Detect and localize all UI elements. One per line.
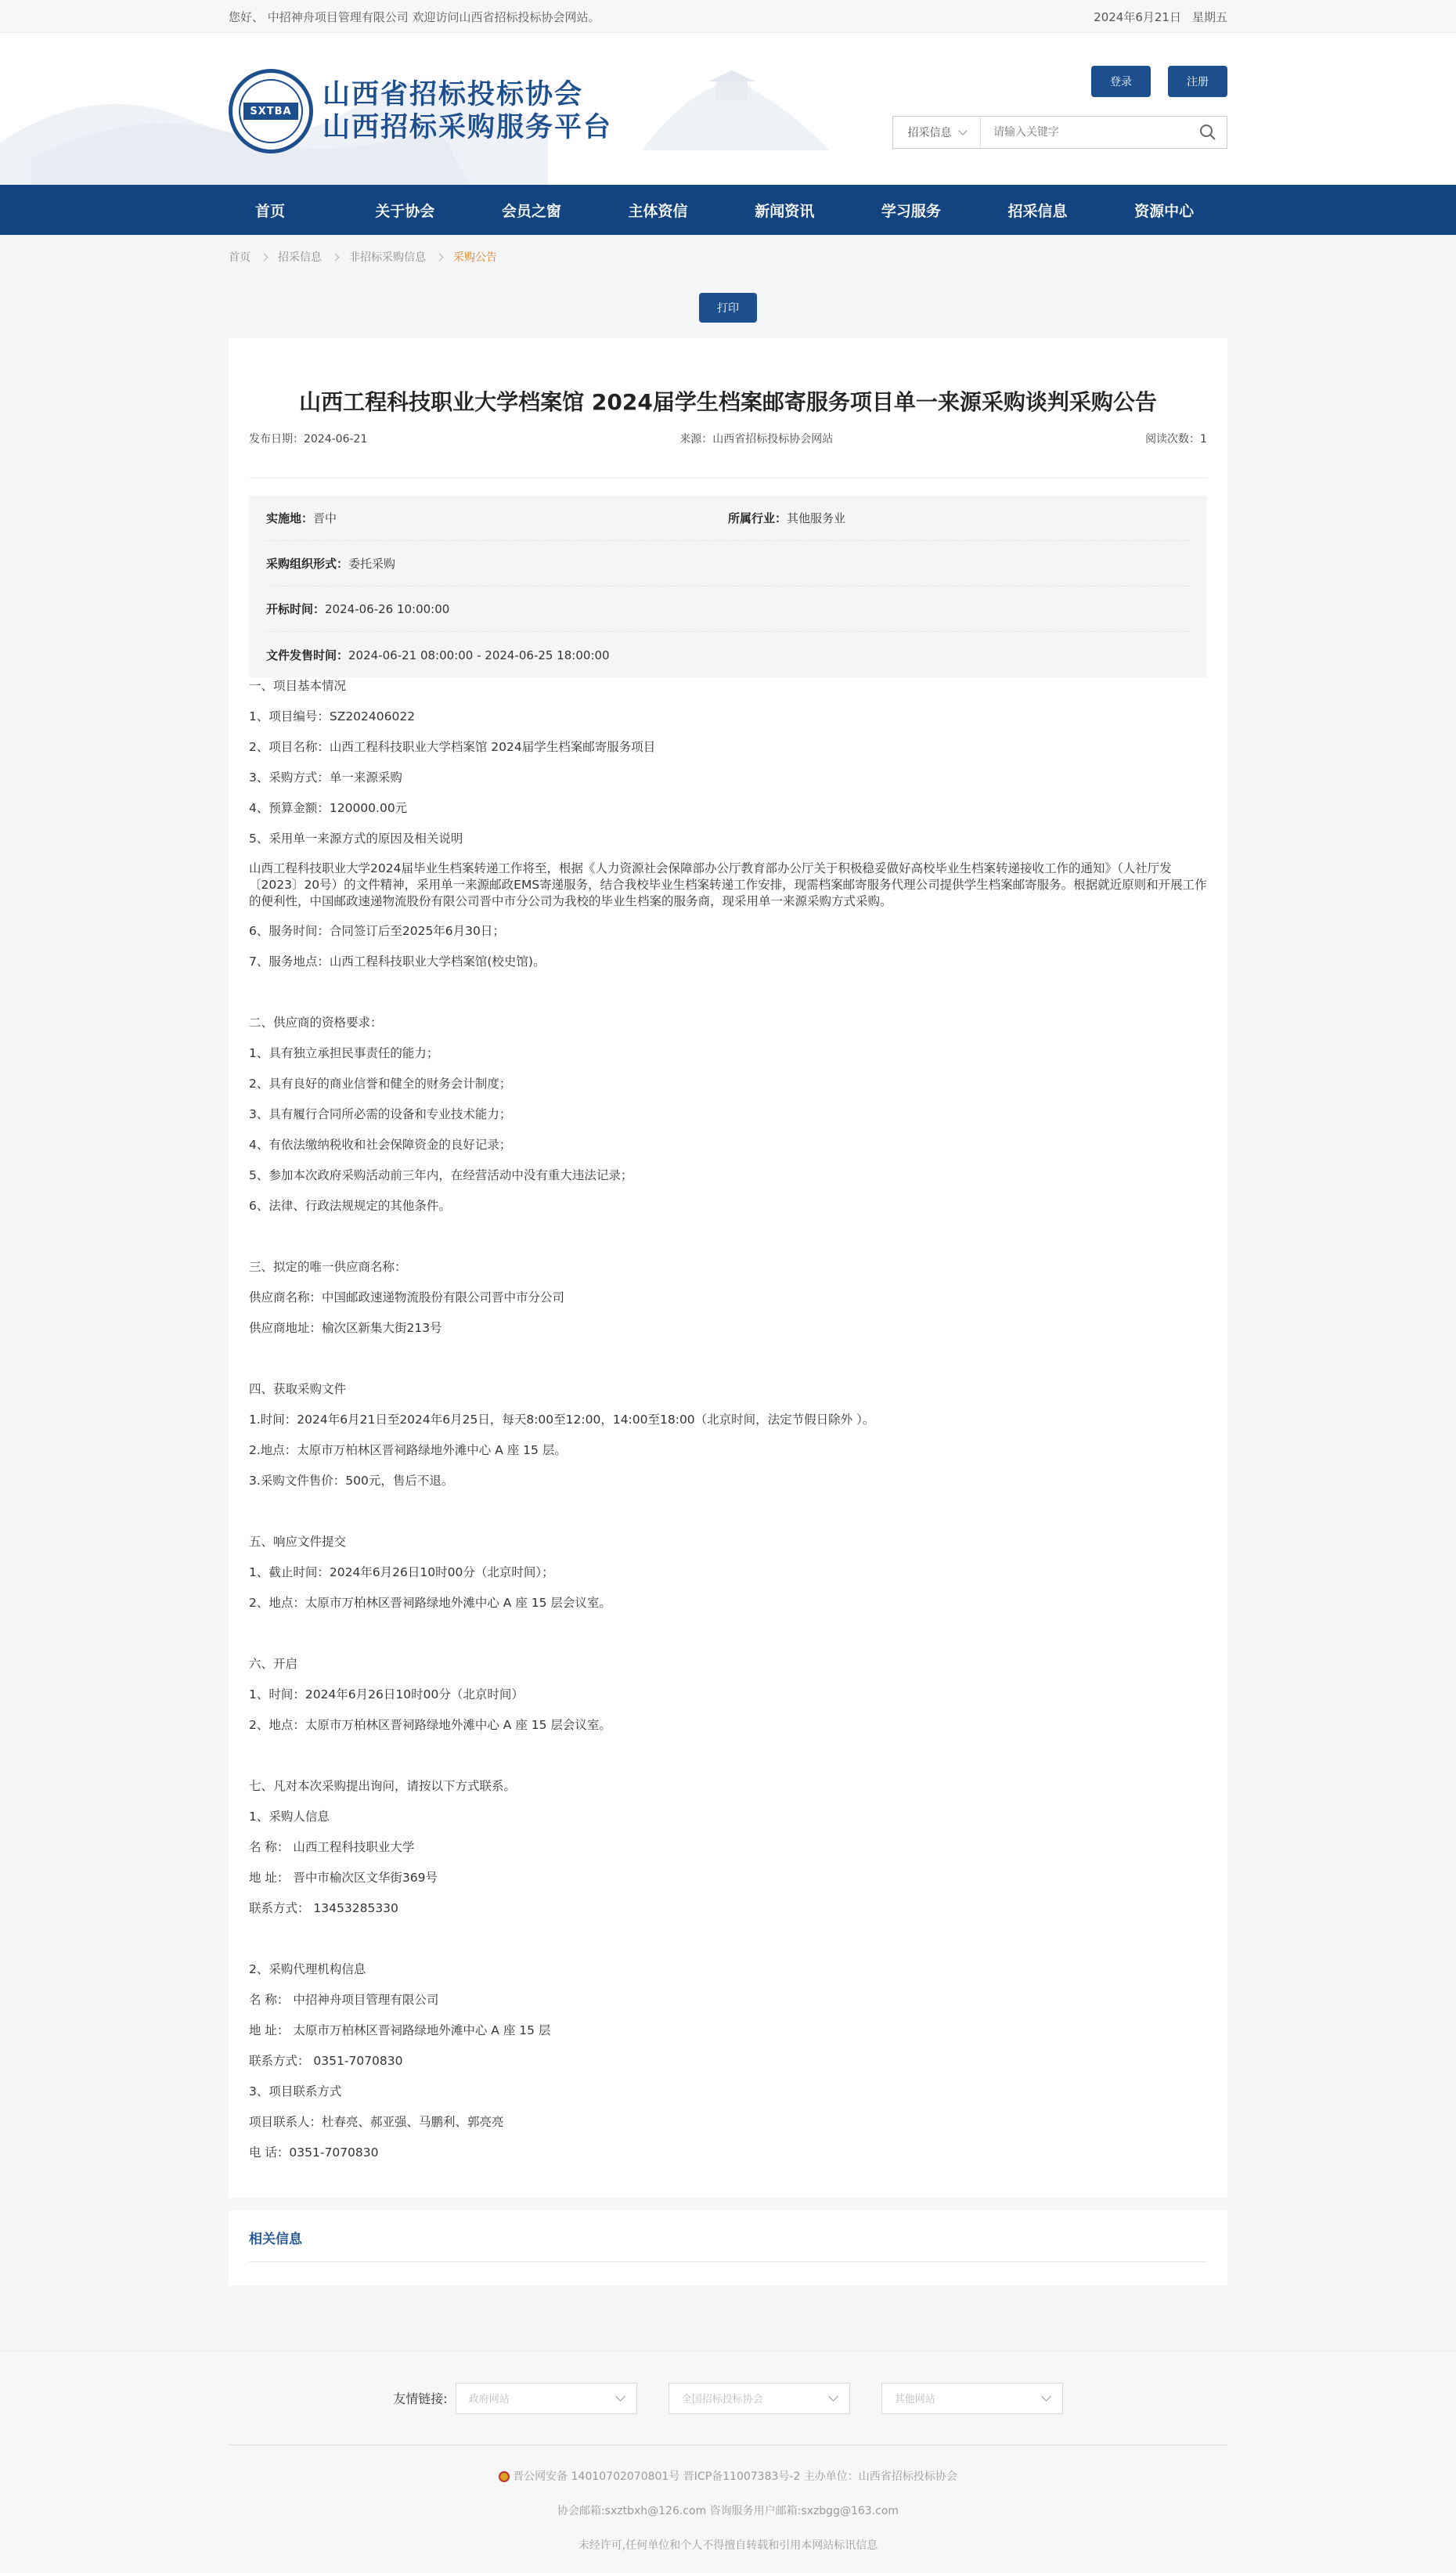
nav-item-resources[interactable]: 资源中心 bbox=[1134, 202, 1195, 220]
article-body bbox=[249, 677, 1207, 2174]
view-count: 阅读次数：1 bbox=[1145, 433, 1207, 446]
body-paragraph: 2、具有良好的商业信誉和健全的财务会计制度； bbox=[249, 1077, 512, 1091]
body-paragraph: 联系方式： 0351-7070830 bbox=[249, 2054, 403, 2068]
national-associations-select[interactable]: 全国招标投标协会 bbox=[669, 2383, 850, 2414]
body-paragraph: 2.地点：太原市万柏林区晋祠路绿地外滩中心 A 座 15 层。 bbox=[249, 1443, 567, 1457]
body-paragraph: 名 称： 山西工程科技职业大学 bbox=[249, 1840, 415, 1854]
site-logo[interactable] bbox=[229, 69, 612, 153]
body-paragraph: 山西工程科技职业大学2024届毕业生档案转递工作将至，根据《人力资源社会保障部办公厅教育部办公厅关于积极稳妥做好高校毕业生档案转递接收工作的通知》（人社厅发〔2023〕20号）的文件精神，采用单一来源邮政EMS寄递服务，结合我校毕业生档案转递工作安排，现需档案邮寄服务代理公司提供学生档案邮寄服务。根据就近原则和开展工作的便利性，中国邮政速递物流股份有限公司晋中市分公司为我校的毕业生档案的服务商，现采用单一来源采购方式采购。 bbox=[249, 861, 1207, 908]
body-paragraph: 2、地点：太原市万柏林区晋祠路绿地外滩中心 A 座 15 层会议室。 bbox=[249, 1718, 611, 1732]
related-info-section bbox=[229, 2210, 1227, 2286]
body-paragraph: 2、采购代理机构信息 bbox=[249, 1962, 366, 1976]
blank-line bbox=[249, 1930, 1207, 1961]
police-badge-icon bbox=[499, 2471, 510, 2482]
body-paragraph: 电 话：0351-7070830 bbox=[249, 2145, 379, 2160]
body-paragraph: 7、服务地点：山西工程科技职业大学档案馆(校史馆)。 bbox=[249, 955, 546, 969]
body-paragraph: 5、参加本次政府采购活动前三年内，在经营活动中没有重大违法记录； bbox=[249, 1168, 633, 1182]
article-title: 山西工程科技职业大学档案馆 2024届学生档案邮寄服务项目单一来源采购谈判采购公告 bbox=[299, 389, 1157, 415]
publish-date: 发布日期：2024-06-21 bbox=[249, 433, 368, 446]
body-paragraph: 联系方式： 13453285330 bbox=[249, 1901, 398, 1915]
blank-line bbox=[249, 1350, 1207, 1380]
body-paragraph: 1、采购人信息 bbox=[249, 1810, 330, 1824]
logo-abbreviation: SXTBA bbox=[243, 103, 298, 120]
body-paragraph: 2、地点：太原市万柏林区晋祠路绿地外滩中心 A 座 15 层会议室。 bbox=[249, 1596, 611, 1610]
body-paragraph: 6、服务时间：合同签订后至2025年6月30日； bbox=[249, 924, 505, 938]
blank-line bbox=[249, 1747, 1207, 1777]
breadcrumb-current: 采购公告 bbox=[453, 251, 497, 264]
top-bar bbox=[0, 0, 1456, 33]
related-info-title: 相关信息 bbox=[249, 2228, 1207, 2262]
body-paragraph: 1、项目编号：SZ202406022 bbox=[249, 709, 416, 724]
breadcrumb-tenders[interactable]: 招采信息 bbox=[278, 251, 322, 264]
body-paragraph: 1、具有独立承担民事责任的能力； bbox=[249, 1046, 439, 1060]
chevron-down-icon bbox=[958, 126, 967, 135]
body-paragraph: 3、项目联系方式 bbox=[249, 2084, 342, 2098]
body-paragraph: 地 址： 晋中市榆次区文华街369号 bbox=[249, 1871, 438, 1885]
search-input[interactable] bbox=[981, 126, 1189, 139]
blank-line bbox=[249, 983, 1207, 1014]
procurement-org-field: 采购组织形式：委托采购 bbox=[266, 557, 396, 571]
body-paragraph: 六、开启 bbox=[249, 1657, 298, 1671]
friend-links-label: 友情链接: bbox=[393, 2391, 448, 2406]
breadcrumb-non-tender[interactable]: 非招标采购信息 bbox=[349, 251, 426, 264]
association-emblem bbox=[229, 69, 313, 153]
print-button[interactable]: 打印 bbox=[699, 293, 757, 323]
search-category-select[interactable] bbox=[893, 117, 981, 148]
article-meta bbox=[249, 431, 1207, 478]
search-bar bbox=[892, 116, 1227, 149]
chevron-down-icon bbox=[828, 2391, 838, 2402]
nav-item-home[interactable]: 首页 bbox=[255, 202, 286, 220]
body-paragraph: 3、具有履行合同所必需的设备和专业技术能力； bbox=[249, 1107, 512, 1121]
search-icon[interactable] bbox=[1189, 117, 1227, 148]
body-paragraph: 项目联系人：杜春亮、郝亚强、马鹏利、郭亮亮 bbox=[249, 2115, 504, 2129]
chevron-right-icon bbox=[332, 253, 340, 261]
weekday-text: 星期五 bbox=[1191, 9, 1227, 24]
industry-field: 所属行业：其他服务业 bbox=[728, 511, 846, 525]
blank-line bbox=[249, 1228, 1207, 1258]
copyright-notice: 未经许可,任何单位和个人不得擅自转载和引用本网站标讯信息 bbox=[578, 2539, 878, 2552]
nav-item-credit[interactable]: 主体资信 bbox=[628, 202, 688, 220]
friend-links bbox=[229, 2351, 1227, 2445]
body-paragraph: 5、采用单一来源方式的原因及相关说明 bbox=[249, 832, 463, 846]
article-source: 来源：山西省招标投标协会网站 bbox=[679, 433, 834, 446]
project-info-panel bbox=[249, 496, 1207, 677]
body-paragraph: 3、采购方式：单一来源采购 bbox=[249, 770, 402, 785]
body-paragraph: 1.时间：2024年6月21日至2024年6月25日，每天8:00至12:00，14:00至18:00（北京时间，法定节假日除外 ）。 bbox=[249, 1413, 875, 1427]
breadcrumb-home[interactable]: 首页 bbox=[229, 251, 250, 264]
body-paragraph: 1、时间：2024年6月26日10时00分（北京时间） bbox=[249, 1687, 524, 1702]
date-display bbox=[1083, 9, 1227, 25]
date-text: 2024年6月21日 bbox=[1094, 9, 1181, 24]
logo-title-line2: 山西招标采购服务平台 bbox=[323, 112, 613, 143]
chevron-right-icon bbox=[436, 253, 444, 261]
body-paragraph: 五、响应文件提交 bbox=[249, 1535, 347, 1549]
body-paragraph: 供应商名称：中国邮政速递物流股份有限公司晋中市分公司 bbox=[249, 1290, 565, 1305]
register-button[interactable]: 注册 bbox=[1168, 66, 1227, 97]
other-sites-select[interactable]: 其他网站 bbox=[881, 2383, 1063, 2414]
body-paragraph: 名 称： 中招神舟项目管理有限公司 bbox=[249, 1993, 439, 2007]
body-paragraph: 一、项目基本情况 bbox=[249, 679, 347, 693]
article-card bbox=[229, 338, 1227, 2198]
site-header bbox=[0, 33, 1456, 185]
bid-open-time-field: 开标时间：2024-06-26 10:00:00 bbox=[266, 602, 450, 616]
nav-item-members[interactable]: 会员之窗 bbox=[501, 202, 561, 220]
breadcrumb bbox=[229, 235, 1227, 279]
footer-copyright bbox=[0, 2459, 1456, 2563]
contact-emails: 协会邮箱:sxztbxh@126.com 咨询服务用户邮箱:sxzbgg@163.com bbox=[557, 2505, 899, 2517]
body-paragraph: 2、项目名称：山西工程科技职业大学档案馆 2024届学生档案邮寄服务项目 bbox=[249, 740, 656, 754]
nav-item-news[interactable]: 新闻资讯 bbox=[755, 202, 815, 220]
blank-line bbox=[249, 1625, 1207, 1655]
body-paragraph: 二、供应商的资格要求： bbox=[249, 1016, 383, 1030]
body-paragraph: 3.采购文件售价：500元，售后不退。 bbox=[249, 1474, 454, 1488]
body-paragraph: 4、预算金额：120000.00元 bbox=[249, 801, 408, 815]
blank-line bbox=[249, 1503, 1207, 1533]
main-navigation bbox=[0, 185, 1456, 235]
nav-item-tenders[interactable]: 招采信息 bbox=[1007, 202, 1068, 220]
body-paragraph: 三、拟定的唯一供应商名称： bbox=[249, 1260, 407, 1274]
location-field: 实施地：晋中 bbox=[266, 511, 337, 525]
body-paragraph: 6、法律、行政法规规定的其他条件。 bbox=[249, 1199, 451, 1213]
logo-title-line1: 山西省招标投标协会 bbox=[323, 79, 584, 110]
chevron-down-icon bbox=[1041, 2391, 1051, 2402]
nav-item-learning[interactable]: 学习服务 bbox=[881, 202, 941, 220]
body-paragraph: 4、有依法缴纳税收和社会保障资金的良好记录； bbox=[249, 1138, 512, 1152]
chevron-down-icon bbox=[615, 2391, 625, 2402]
record-numbers: 晋公网安备 14010702070801号 晋ICP备11007383号-2 主办单位：山西省招标投标协会 bbox=[513, 2470, 957, 2483]
site-footer bbox=[0, 2351, 1456, 2573]
body-paragraph: 供应商地址：榆次区新集大街213号 bbox=[249, 1321, 442, 1335]
nav-item-about[interactable]: 关于协会 bbox=[375, 202, 435, 220]
body-paragraph: 1、截止时间：2024年6月26日10时00分（北京时间）； bbox=[249, 1565, 554, 1579]
login-button[interactable]: 登录 bbox=[1091, 66, 1151, 97]
welcome-text: 您好、 中招神舟项目管理有限公司 欢迎访问山西省招标投标协会网站。 bbox=[229, 9, 600, 24]
body-paragraph: 地 址： 太原市万柏林区晋祠路绿地外滩中心 A 座 15 层 bbox=[249, 2023, 551, 2037]
search-category-label: 招采信息 bbox=[907, 127, 952, 139]
body-paragraph: 七、凡对本次采购提出询问，请按以下方式联系。 bbox=[249, 1779, 517, 1793]
gov-sites-select[interactable]: 政府网站 bbox=[456, 2383, 637, 2414]
chevron-right-icon bbox=[261, 253, 268, 261]
document-sale-time-field: 文件发售时间：2024-06-21 08:00:00 - 2024-06-25 18:00:00 bbox=[266, 648, 610, 662]
body-paragraph: 四、获取采购文件 bbox=[249, 1382, 347, 1396]
